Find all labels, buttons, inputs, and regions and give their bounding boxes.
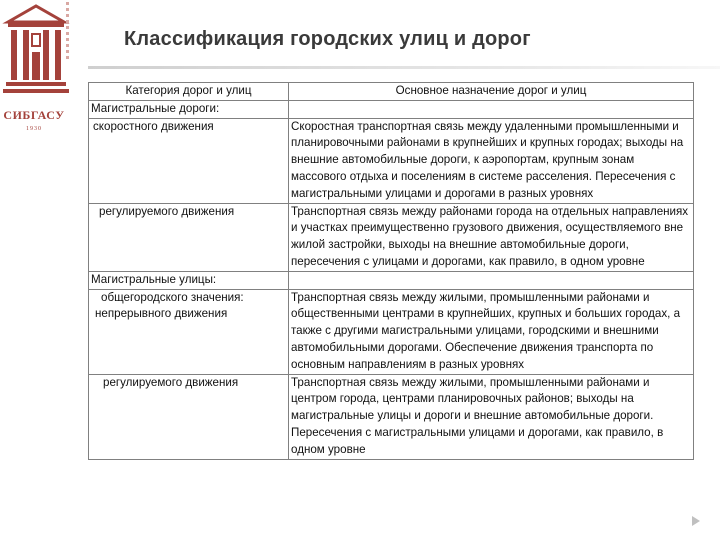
- group-row-roads: [89, 100, 694, 118]
- category-cell: [89, 289, 289, 374]
- group-empty-cell: [289, 271, 694, 289]
- group-row-streets: [89, 271, 694, 289]
- category-name: непрерывного движения: [95, 307, 228, 321]
- category-cell: регулируемого движения: [89, 203, 289, 271]
- group-label-streets: Магистральные улицы:: [89, 271, 289, 289]
- table-header-row: [89, 83, 694, 101]
- purpose-cell: Транспортная связь между жилыми, промышленными районами и центром города, центрами планировочных районов; выходы на магистральные улицы и дороги и внешние автомобильные дороги. Пересечения с магистральными улицами и дорогами, как правило, в одном уровне: [289, 374, 694, 459]
- group-label-roads: Магистральные дороги:: [89, 100, 289, 118]
- building-icon: [0, 0, 72, 106]
- table-row: [89, 374, 694, 459]
- group-empty-cell: [289, 100, 694, 118]
- logo-year: 1930: [26, 126, 42, 132]
- logo-name: СИБГАСУ: [3, 108, 65, 122]
- table-row: [89, 118, 694, 203]
- classification-table: [88, 82, 694, 460]
- category-cell: регулируемого движения: [89, 374, 289, 459]
- page-title: Классификация городских улиц и дорог: [124, 28, 531, 50]
- purpose-cell: Транспортная связь между районами города на отдельных направлениях и участках преимущественно грузового движения, осуществляемого вне жилой застройки, выходы на внешние автомобильные дороги, пересечения с улицами и дорогами, как правило, в одном уровне: [289, 203, 694, 271]
- sublabel-city-level: общегородского значения:: [101, 290, 244, 304]
- header-category: Категория дорог и улиц: [89, 83, 289, 101]
- university-logo: [0, 0, 72, 140]
- next-arrow-icon: [692, 516, 700, 526]
- table-row: [89, 289, 694, 374]
- title-divider: [88, 66, 720, 69]
- category-cell: скоростного движения: [89, 118, 289, 203]
- purpose-cell: Транспортная связь между жилыми, промышленными районами и общественными центрами в крупнейших, крупных и больших городах, а также с другими магистральными улицами, городскими и внешними автомобильными дорогами. Обеспечение движения транспорта по основным направлениям в разных уровнях: [289, 289, 694, 374]
- table-row: [89, 203, 694, 271]
- header-purpose: Основное назначение дорог и улиц: [289, 83, 694, 101]
- purpose-cell: Скоростная транспортная связь между удаленными промышленными и планировочными районами в крупнейших и крупных городах; выходы на внешние автомобильные дороги, к аэропортам, крупным зонам массового отдыха и поселениям в системе расселения. Пересечения с магистральными улицами и дорогами в разных уровнях: [289, 118, 694, 203]
